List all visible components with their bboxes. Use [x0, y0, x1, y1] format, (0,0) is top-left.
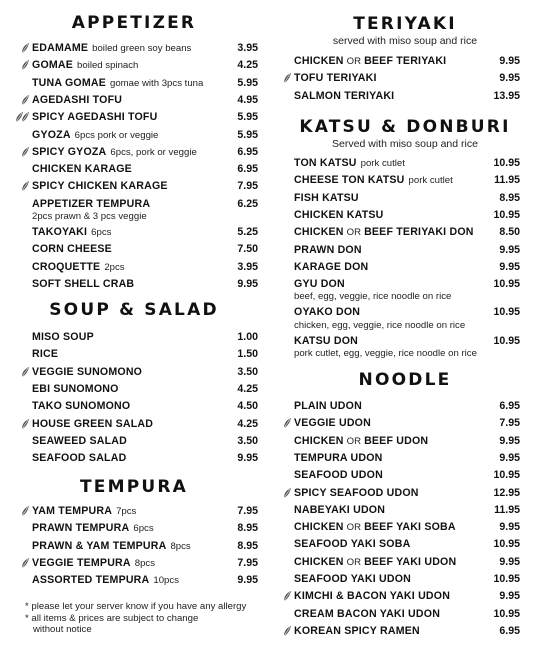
footnote: * please let your server know if you have any allergy: [25, 601, 247, 612]
item-description: boiled spinach: [77, 60, 139, 72]
section-title: APPETIZER: [71, 13, 197, 33]
menu-item: [32, 178, 258, 194]
item-name: GYU DON: [294, 278, 345, 291]
item-price: 10.95: [493, 306, 520, 319]
menu-item: [294, 155, 520, 171]
item-price: 3.95: [237, 260, 258, 273]
item-name: KOREAN SPICY RAMEN: [294, 624, 420, 637]
item-price: 8.95: [237, 522, 258, 535]
menu-item: [32, 416, 258, 432]
item-name: GOMAE: [32, 59, 74, 72]
item-name: VEGGIE TEMPURA: [32, 556, 131, 569]
menu-item: [32, 572, 258, 588]
item-price: 3.95: [237, 42, 258, 54]
menu-item: [32, 57, 258, 73]
menu-item: [294, 333, 520, 349]
item-or: OR: [346, 556, 362, 568]
item-name: SEAFOOD YAKI UDON: [294, 573, 412, 585]
item-name: KATSU DON: [294, 334, 358, 347]
item-name: AGEDASHI TOFU: [32, 93, 123, 106]
item-price: 3.50: [237, 434, 258, 447]
item-price: 5.95: [237, 76, 258, 89]
item-name: SEAFOOD YAKI SOBA: [294, 538, 411, 551]
item-name: CHICKEN: [294, 226, 344, 239]
menu-item: [32, 538, 258, 554]
item-name: CROQUETTE: [32, 260, 101, 273]
chili-leaf-icon: [20, 59, 30, 71]
item-description: pork cutlet: [360, 158, 405, 169]
item-name: EBI SUNOMONO: [32, 382, 119, 395]
footnote: without notice: [33, 624, 92, 635]
menu-item: [32, 276, 258, 292]
chili-leaf-icon: [20, 418, 30, 430]
item-description: pork cutlet: [408, 175, 453, 187]
menu-item: [294, 433, 520, 449]
menu-item: [32, 433, 258, 449]
menu-item: [32, 346, 258, 362]
item-price: 12.95: [493, 486, 520, 499]
item-name: CHICKEN KARAGE: [32, 163, 132, 176]
chili-leaf-icon: [282, 487, 292, 499]
item-description: 6pcs: [133, 523, 154, 535]
menu-item: [294, 70, 520, 86]
chili-leaf-icon: [20, 180, 30, 192]
item-name: CREAM BACON YAKI UDON: [294, 607, 441, 620]
menu-item: [32, 241, 258, 257]
item-name: SPICY AGEDASHI TOFU: [32, 111, 158, 124]
item-name: PRAWN DON: [294, 243, 362, 256]
item-name: SPICY CHICKEN KARAGE: [32, 180, 168, 193]
item-description: 2pcs: [104, 261, 125, 273]
section-title: KATSU & DONBURI: [299, 117, 511, 137]
item-name: HOUSE GREEN SALAD: [32, 417, 154, 430]
item-price: 9.95: [499, 55, 520, 67]
menu-item: [32, 196, 258, 212]
item-price: 8.95: [237, 539, 258, 552]
menu-item: [294, 398, 520, 414]
item-price: 9.95: [499, 260, 520, 273]
menu-item: [294, 588, 520, 604]
item-price: 4.25: [237, 382, 258, 395]
menu-item: [294, 450, 520, 466]
chili-leaf-icon: [20, 366, 30, 378]
chili-leaf-icon: [20, 42, 30, 54]
item-price: 5.25: [237, 226, 258, 238]
section-title: NOODLE: [358, 370, 452, 390]
item-name: SEAFOOD SALAD: [32, 452, 127, 465]
menu-item: [294, 415, 520, 431]
item-name: CHEESE TON KATSU: [294, 174, 405, 187]
item-name: OYAKO DON: [294, 306, 361, 319]
item-price: 5.95: [237, 111, 258, 124]
item-name: MISO SOUP: [32, 331, 94, 343]
menu-item: [294, 502, 520, 518]
item-description: 8pcs: [134, 557, 156, 569]
item-name: CHICKEN: [294, 434, 344, 447]
item-name: CHICKEN: [294, 555, 344, 568]
item-name: GYOZA: [32, 128, 71, 141]
chili-leaf-icon: [20, 505, 30, 517]
section-title: TEMPURA: [79, 477, 189, 497]
item-or: OR: [346, 227, 362, 239]
menu-item: [294, 190, 520, 206]
menu-item: [294, 554, 520, 570]
item-name: CHICKEN: [294, 55, 344, 67]
item-or: OR: [346, 56, 362, 67]
item-name: PRAWN & YAM TEMPURA: [32, 539, 167, 552]
menu-item: [294, 536, 520, 552]
item-price: 11.95: [494, 174, 520, 187]
menu-item: [294, 467, 520, 483]
item-price: 7.95: [499, 417, 520, 430]
item-price: 4.25: [237, 417, 258, 430]
item-description: 6pcs, pork or veggie: [110, 146, 197, 158]
menu-item: [32, 224, 258, 240]
item-description: 7pcs: [116, 506, 137, 517]
menu-item: [294, 224, 520, 240]
item-name-2: BEEF UDON: [364, 434, 429, 447]
menu-item: [294, 172, 520, 188]
footnote: * all items & prices are subject to change: [25, 612, 199, 624]
item-name: APPETIZER TEMPURA: [32, 197, 151, 210]
item-name: SPICY GYOZA: [32, 145, 107, 158]
menu-item: [32, 161, 258, 177]
section-title: SOUP & SALAD: [49, 300, 219, 320]
item-price: 6.95: [237, 145, 258, 158]
item-price: 11.95: [494, 503, 520, 516]
item-name-2: BEEF TERIYAKI DON: [364, 226, 474, 239]
item-detail: beef, egg, veggie, rice noodle on rice: [294, 291, 452, 303]
item-name: KIMCHI & BACON YAKI UDON: [294, 590, 451, 603]
item-price: 9.95: [499, 590, 520, 603]
menu-item: [294, 606, 520, 622]
item-description: gomae with 3pcs tuna: [110, 77, 204, 89]
menu-item: [32, 109, 258, 125]
item-name: VEGGIE SUNOMONO: [32, 365, 143, 378]
menu-item: [32, 127, 258, 143]
item-price: 9.95: [499, 72, 520, 85]
menu-item: [294, 207, 520, 223]
item-description: 6pcs pork or veggie: [74, 129, 159, 141]
item-price: 9.95: [237, 574, 258, 587]
item-name: TOFU TERIYAKI: [294, 72, 377, 85]
section-subtitle: Served with miso soup and rice: [332, 138, 478, 150]
item-price: 9.95: [499, 243, 520, 256]
item-price: 4.25: [237, 59, 258, 72]
item-name: SOFT SHELL CRAB: [32, 277, 135, 290]
menu-item: [32, 555, 258, 571]
menu-item: [294, 242, 520, 258]
item-name: TAKOYAKI: [32, 226, 88, 238]
item-name: NABEYAKI UDON: [294, 503, 386, 516]
menu-item: [294, 519, 520, 535]
item-name: KARAGE DON: [294, 260, 369, 273]
menu-item: [294, 304, 520, 320]
menu-item: [32, 259, 258, 275]
item-name: VEGGIE UDON: [294, 417, 371, 430]
item-name: PLAIN UDON: [294, 400, 362, 412]
menu-item: [294, 623, 520, 639]
menu-item: [32, 40, 258, 56]
item-name: FISH KATSU: [294, 191, 359, 204]
item-price: 7.95: [237, 505, 258, 517]
chili-leaf-icon: [20, 146, 30, 158]
item-price: 10.95: [493, 208, 520, 221]
menu-item: [294, 53, 520, 69]
chili-leaf-icon: [14, 111, 24, 123]
item-name: YAM TEMPURA: [32, 505, 113, 517]
chili-leaf-icon: [20, 94, 30, 106]
item-price: 9.95: [499, 451, 520, 464]
menu-item: [294, 276, 520, 292]
item-name: ASSORTED TEMPURA: [32, 574, 150, 587]
item-name: SEAFOOD UDON: [294, 469, 383, 482]
item-price: 6.95: [499, 624, 520, 637]
item-price: 9.95: [499, 555, 520, 568]
menu-item: [32, 381, 258, 397]
section-subtitle: served with miso soup and rice: [332, 35, 478, 47]
item-price: 6.95: [237, 163, 258, 176]
item-price: 10.95: [493, 538, 520, 551]
item-price: 1.50: [237, 348, 258, 361]
chili-leaf-icon: [282, 417, 292, 429]
item-price: 8.95: [499, 191, 520, 204]
item-name: SPICY SEAFOOD UDON: [294, 486, 419, 499]
item-price: 9.95: [237, 277, 258, 290]
menu-item: [32, 503, 258, 519]
item-price: 10.95: [493, 157, 520, 169]
item-name-2: BEEF TERIYAKI: [364, 55, 447, 67]
item-price: 10.95: [493, 469, 520, 482]
item-price: 10.95: [493, 607, 520, 620]
item-name: PRAWN TEMPURA: [32, 522, 130, 535]
menu-item: [32, 75, 258, 91]
item-name: TUNA GOMAE: [32, 76, 106, 89]
item-description: boiled green soy beans: [92, 43, 192, 54]
item-price: 9.95: [237, 452, 258, 465]
menu-item: [32, 329, 258, 345]
item-price: 4.95: [237, 93, 258, 106]
item-name-2: BEEF YAKI SOBA: [364, 521, 456, 534]
item-price: 3.50: [237, 365, 258, 378]
item-name: SALMON TERIYAKI: [294, 89, 395, 102]
item-price: 4.50: [237, 400, 258, 413]
item-description: 6pcs: [91, 227, 112, 238]
item-price: 13.95: [493, 89, 520, 102]
menu-item: [32, 92, 258, 108]
item-name: CORN CHEESE: [32, 243, 112, 256]
item-price: 7.95: [237, 556, 258, 569]
item-name: EDAMAME: [32, 42, 89, 54]
item-price: 7.50: [237, 243, 258, 256]
menu-item: [294, 88, 520, 104]
item-detail: 2pcs prawn & 3 pcs veggie: [32, 211, 147, 222]
item-price: 10.95: [493, 278, 520, 291]
item-name: CHICKEN: [294, 521, 344, 534]
chili-leaf-icon: [282, 625, 292, 637]
item-description: 8pcs: [170, 540, 191, 552]
item-name: RICE: [32, 348, 59, 361]
item-price: 10.95: [493, 573, 520, 585]
item-description: 10pcs: [153, 575, 179, 587]
item-name: CHICKEN KATSU: [294, 208, 384, 221]
item-price: 9.95: [499, 434, 520, 447]
menu-item: [32, 450, 258, 466]
menu-item: [294, 259, 520, 275]
item-name: TEMPURA UDON: [294, 451, 383, 464]
item-price: 7.95: [237, 180, 258, 193]
menu-item: [32, 144, 258, 160]
menu-item: [32, 520, 258, 536]
item-price: 6.95: [499, 400, 520, 412]
menu-item: [294, 485, 520, 501]
item-or: OR: [346, 522, 362, 534]
item-price: 5.95: [237, 128, 258, 141]
menu-item: [294, 571, 520, 587]
chili-leaf-icon: [20, 557, 30, 569]
item-price: 1.00: [237, 331, 258, 343]
item-or: OR: [346, 435, 362, 447]
item-name: SEAWEED SALAD: [32, 434, 128, 447]
item-detail: pork cutlet, egg, veggie, rice noodle on rice: [294, 348, 477, 359]
item-name: TAKO SUNOMONO: [32, 400, 131, 413]
item-price: 10.95: [493, 334, 520, 347]
section-title: TERIYAKI: [353, 14, 457, 34]
item-name: TON KATSU: [294, 157, 357, 169]
item-name-2: BEEF YAKI UDON: [364, 555, 457, 568]
menu-item: [32, 398, 258, 414]
chili-leaf-icon: [282, 590, 292, 602]
item-price: 6.25: [237, 197, 258, 210]
menu-item: [32, 364, 258, 380]
chili-leaf-icon: [282, 72, 292, 84]
item-price: 8.50: [499, 226, 520, 239]
item-price: 9.95: [499, 521, 520, 534]
item-detail: chicken, egg, veggie, rice noodle on rice: [294, 319, 466, 331]
